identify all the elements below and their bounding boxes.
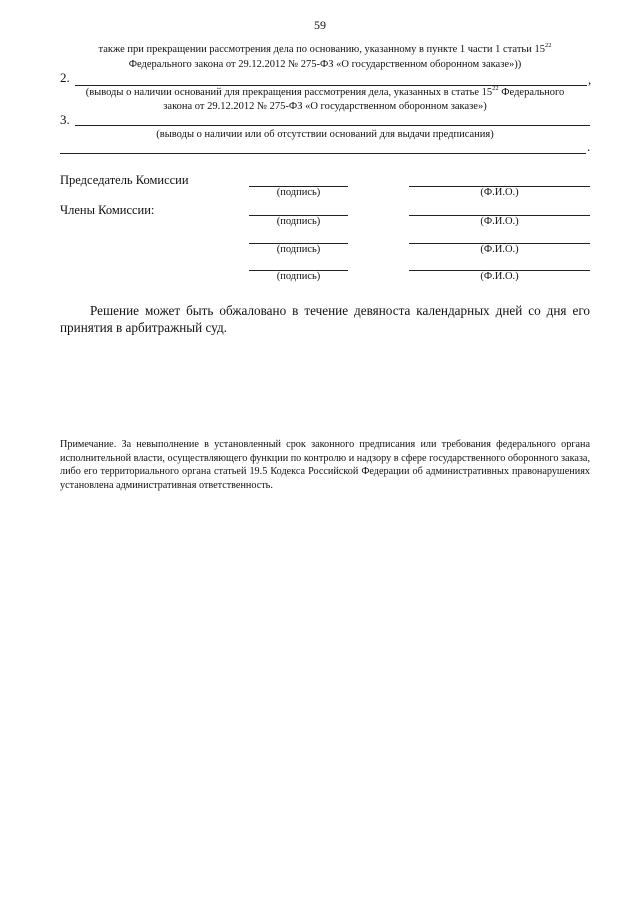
- item-2-caption-superscript: 22: [492, 85, 499, 92]
- signature-caption: (подпись): [276, 244, 321, 255]
- appeal-paragraph: Решение может быть обжаловано в течение девяноста календарных дней со дня его принятия в арбитражный суд.: [60, 303, 590, 335]
- page-number: 59: [314, 18, 326, 32]
- item-3-period: .: [587, 139, 591, 154]
- item-3-number: 3.: [60, 112, 70, 127]
- item-2-caption-text: (выводы о наличии оснований для прекращения рассмотрения дела, указанных в статье 15: [85, 87, 493, 98]
- item-2-caption-text-after: Федерального: [498, 87, 565, 98]
- name-caption: (Ф.И.О.): [480, 216, 519, 227]
- chairman-label: Председатель Комиссии: [60, 173, 189, 187]
- signature-caption: (подпись): [276, 187, 321, 198]
- intro-superscript: 22: [544, 42, 552, 49]
- item-3-caption: (выводы о наличии или об отсутствии оснований для выдачи предписания): [156, 129, 494, 140]
- item-2-caption-line-2: закона от 29.12.2012 № 275-ФЗ «О государственном оборонном заказе»): [163, 101, 487, 112]
- note-paragraph: Примечание. За невыполнение в установленный срок законного предписания или требования федерального органа исполнительной власти, осуществляющего функции по контролю и надзору в сфере государственного оборонного заказа, либо его территориального органа статьей 19.5 Кодекса Российской Федерации об административных правонарушениях установлена административная ответственность.: [60, 439, 590, 491]
- item-2-number: 2.: [60, 70, 70, 85]
- name-caption: (Ф.И.О.): [480, 244, 519, 255]
- item-3-fill-line: [75, 125, 590, 126]
- item-2-comma: ,: [588, 72, 592, 87]
- members-label: Члены Комиссии:: [60, 203, 155, 217]
- item-2-caption-line-1: [60, 85, 590, 100]
- name-caption: (Ф.И.О.): [480, 187, 519, 198]
- signature-caption: (подпись): [276, 216, 321, 227]
- name-caption: (Ф.И.О.): [480, 271, 519, 282]
- signature-caption: (подпись): [276, 271, 321, 282]
- intro-line-1-text: также при прекращении рассмотрения дела по основанию, указанному в пункте 1 части 1 статьи 15: [98, 44, 545, 55]
- intro-line-1: [60, 42, 590, 57]
- item-3-second-line: [60, 153, 586, 154]
- intro-line-2: Федерального закона от 29.12.2012 № 275-ФЗ «О государственном оборонном заказе»)): [128, 59, 522, 70]
